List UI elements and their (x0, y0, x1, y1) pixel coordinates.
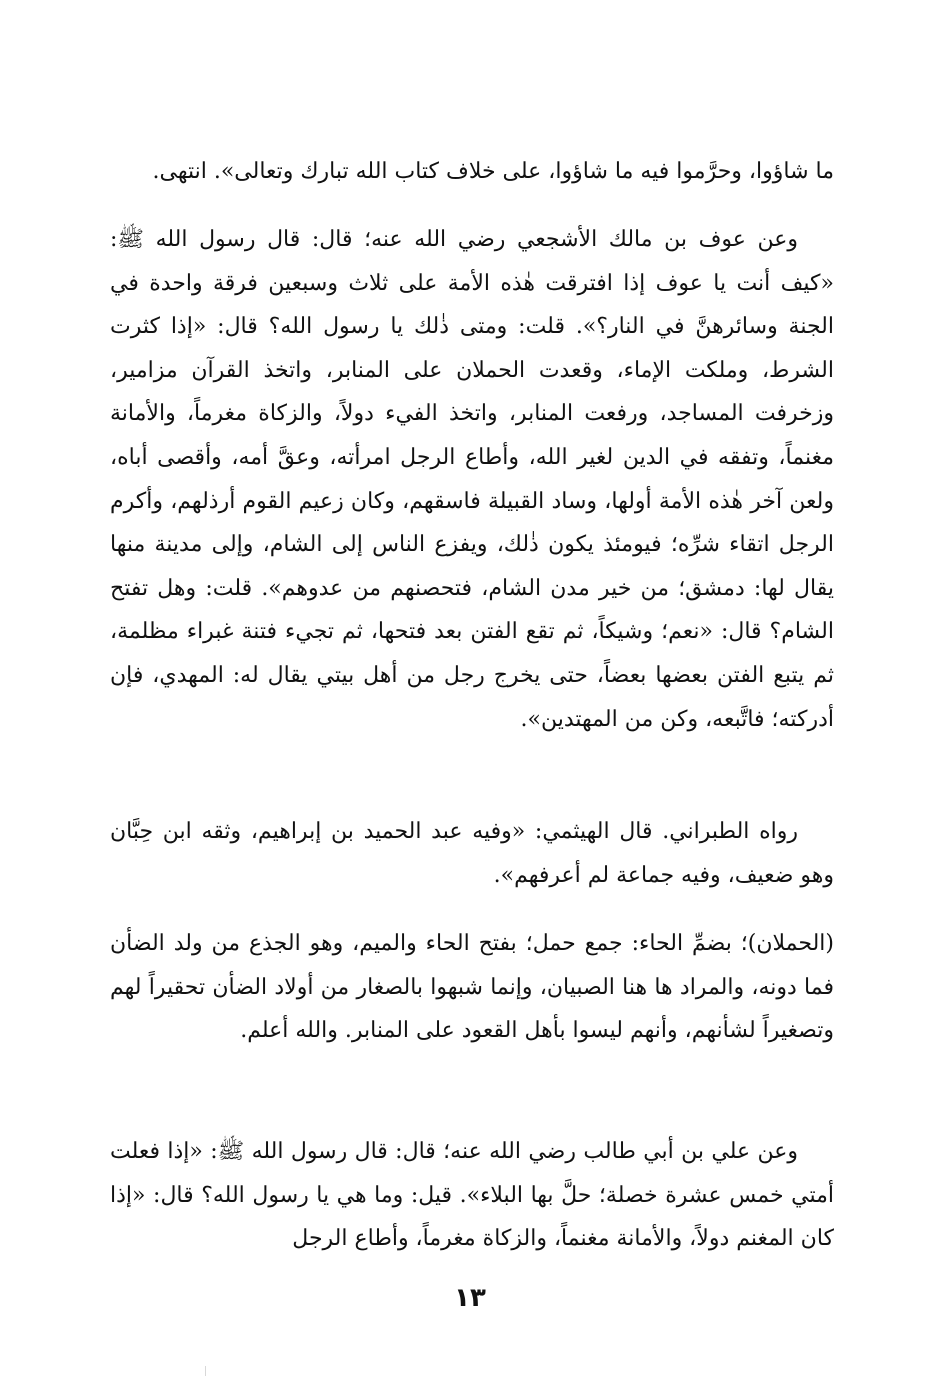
page-number: ١٣ (454, 1283, 486, 1313)
paragraph-word-explanation (110, 922, 834, 1053)
paragraph-hadith-ali (110, 1130, 834, 1261)
paragraph-continuation (110, 150, 834, 194)
paragraph-text: (الحملان)؛ بضمِّ الحاء: جمع حمل؛ بفتح الحاء والميم، وهو الجذع من ولد الضأن فما دونه، والمراد ها هنا الصبيان، وإنما شبهوا بالصغار من أولاد الضأن تحقيراً لهم وتصغيراً لشأنهم، وأنهم ليسوا بأهل القعود على المنابر. والله أعلم. (110, 931, 834, 1044)
scan-edge-mark (205, 1366, 206, 1376)
paragraph-narration-note (110, 810, 834, 897)
paragraph-text: ما شاؤوا، وحرَّموا فيه ما شاؤوا، على خلاف كتاب الله تبارك وتعالى». انتهى. (152, 159, 834, 184)
paragraph-hadith-awf (110, 218, 834, 741)
paragraph-text: رواه الطبراني. قال الهيثمي: «وفيه عبد الحميد بن إبراهيم، وثقه ابن حِبَّان وهو ضعيف، وفيه جماعة لم أعرفهم». (110, 819, 834, 888)
paragraph-text: وعن عوف بن مالك الأشجعي رضي الله عنه؛ قال: قال رسول الله ﷺ: «كيف أنت يا عوف إذا افترقت هٰذه الأمة على ثلاث وسبعين فرقة واحدة في الجنة وسائرهنَّ في النار؟». قلت: ومتى ذٰلك يا رسول الله؟ قال: «إذا كثرت الشرط، وملكت الإماء، وقعدت الحملان على المنابر، واتخذ القرآن مزامير، وزخرفت المساجد، ورفعت المنابر، واتخذ الفيء دولاً، والزكاة مغرماً، والأمانة مغنماً، وتفقه في الدين لغير الله، وأطاع الرجل امرأته، وعقَّ أمه، وأقصى أباه، ولعن آخر هٰذه الأمة أولها، وساد القبيلة فاسقهم، وكان زعيم القوم أرذلهم، وأكرم الرجل اتقاء شرِّه؛ فيومئذ يكون ذٰلك، ويفزع الناس إلى الشام، وإلى مدينة منها يقال لها: دمشق؛ من خير مدن الشام، فتحصنهم من عدوهم». قلت: وهل تفتح الشام؟ قال: «نعم؛ وشيكاً، ثم تقع الفتن بعد فتحها، ثم تجيء فتنة غبراء مظلمة، ثم يتبع الفتن بعضها بعضاً، حتى يخرج رجل من أهل بيتي يقال له: المهدي، فإن أدركته؛ فاتَّبعه، وكن من المهتدين». (110, 227, 834, 732)
paragraph-text: وعن علي بن أبي طالب رضي الله عنه؛ قال: قال رسول الله ﷺ: «إذا فعلت أمتي خمس عشرة خصلة؛ حلَّ بها البلاء». قيل: وما هي يا رسول الله؟ قال: «إذا كان المغنم دولاً، والأمانة مغنماً، والزكاة مغرماً، وأطاع الرجل (110, 1139, 834, 1252)
